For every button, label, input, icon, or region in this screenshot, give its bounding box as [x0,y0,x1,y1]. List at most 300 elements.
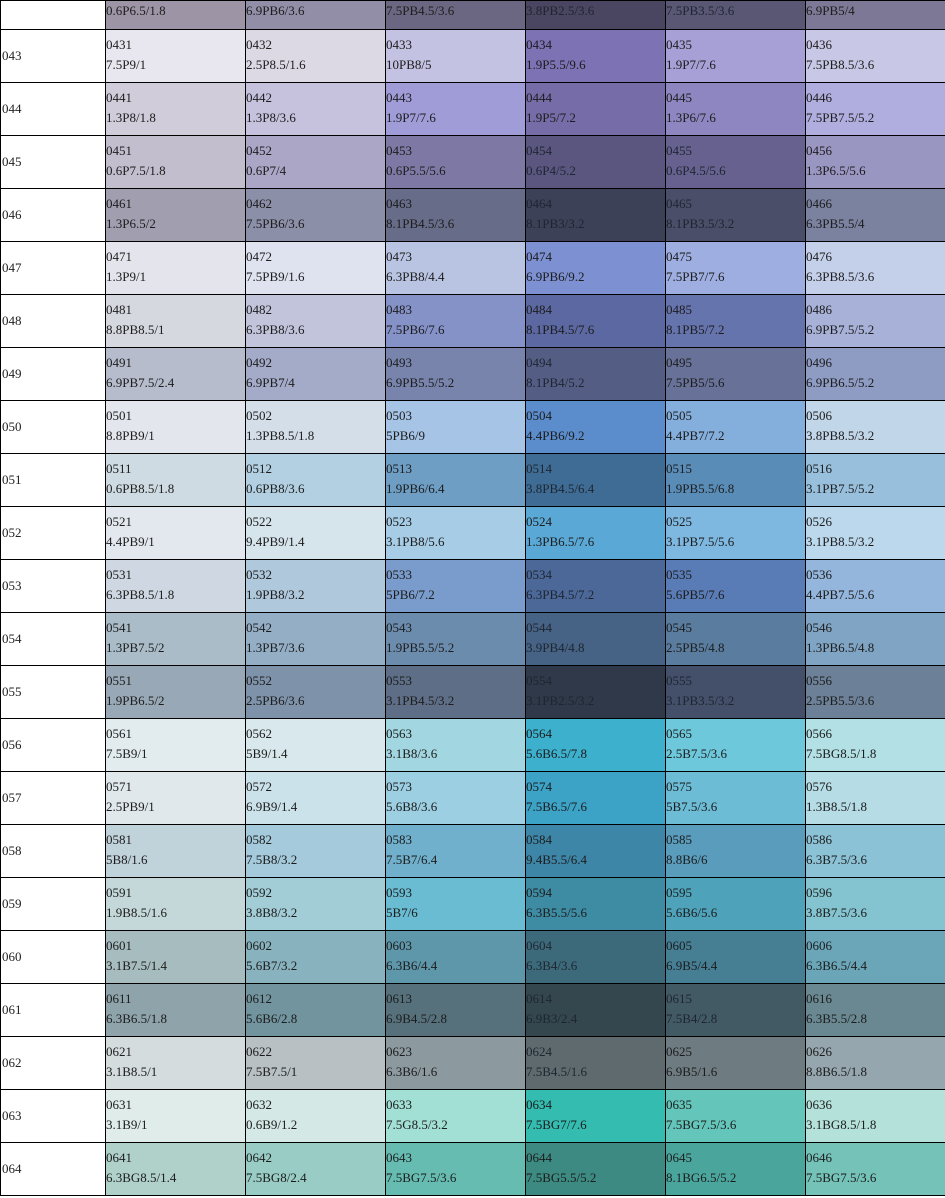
color-swatch-cell [666,189,806,242]
color-swatch-cell [106,454,246,507]
swatch-code: 0444 [526,90,552,105]
row-label: 051 [1,454,106,507]
swatch-notation: 7.5B7.5/1 [246,1064,298,1079]
color-swatch-cell [386,1037,526,1090]
color-swatch-cell [526,560,666,613]
swatch-code: 0502 [246,408,272,423]
swatch-notation: 2.5PB5.5/3.6 [806,693,875,708]
swatch-code: 0434 [526,37,552,52]
table-row [1,295,945,348]
swatch-code: 0496 [806,355,832,370]
color-swatch-cell [106,401,246,454]
color-swatch-cell [246,878,386,931]
swatch-code: 0515 [666,461,692,476]
color-swatch-cell [106,83,246,136]
color-swatch-cell [526,348,666,401]
table-body [1,1,945,1196]
color-swatch-cell [246,1037,386,1090]
table-row [1,931,945,984]
swatch-notation: 2.5P8.5/1.6 [246,57,306,72]
swatch-notation: 1.9P5.5/9.6 [526,57,586,72]
swatch-notation: 8.1PB4/5.2 [526,375,585,390]
swatch-code: 0586 [806,832,832,847]
swatch-notation: 1.9B8.5/1.6 [106,905,168,920]
swatch-notation: 7.5BG7/7.6 [526,1117,587,1132]
swatch-code: 0442 [246,90,272,105]
swatch-notation: 6.3PB4.5/7.2 [526,587,595,602]
swatch-code: 0621 [106,1044,132,1059]
swatch-code: 0522 [246,514,272,529]
swatch-notation: 3.1PB2.5/3.2 [526,693,595,708]
color-swatch-cell [806,931,945,984]
swatch-code: 0544 [526,620,552,635]
swatch-notation: 3.1PB3.5/3.2 [666,693,735,708]
row-label: 046 [1,189,106,242]
swatch-notation: 6.9PB5/4 [806,3,855,18]
color-swatch-cell [806,1090,945,1143]
swatch-code: 0445 [666,90,692,105]
swatch-notation: 6.3PB8/3.6 [246,322,305,337]
swatch-code: 0572 [246,779,272,794]
swatch-notation: 6.3B6/4.4 [386,958,438,973]
color-swatch-cell [666,507,806,560]
color-swatch-cell [106,931,246,984]
color-swatch-cell [246,772,386,825]
swatch-code: 0613 [386,991,412,1006]
swatch-notation: 0.6P7/4 [246,163,287,178]
swatch-notation: 6.9PB7.5/2.4 [106,375,175,390]
row-label: 056 [1,719,106,772]
swatch-code: 0521 [106,514,132,529]
swatch-code: 0633 [386,1097,412,1112]
swatch-notation: 7.5PB4.5/3.6 [386,3,455,18]
swatch-notation: 6.9B9/1.4 [246,799,298,814]
color-swatch-cell [806,30,945,83]
swatch-code: 0432 [246,37,272,52]
swatch-code: 0635 [666,1097,692,1112]
swatch-notation: 6.3B6.5/1.8 [106,1011,168,1026]
swatch-code: 0555 [666,673,692,688]
swatch-notation: 3.1PB8/5.6 [386,534,445,549]
swatch-code: 0626 [806,1044,832,1059]
color-swatch-cell [246,83,386,136]
swatch-notation: 3.8B8/3.2 [246,905,298,920]
color-swatch-cell [526,507,666,560]
swatch-notation: 7.5PB6/3.6 [246,216,305,231]
swatch-code: 0636 [806,1097,832,1112]
swatch-notation: 2.5PB9/1 [106,799,155,814]
swatch-notation: 7.5PB7.5/5.2 [806,110,875,125]
color-swatch-cell [526,772,666,825]
color-swatch-cell [246,666,386,719]
swatch-notation: 8.1PB4.5/3.6 [386,216,455,231]
swatch-notation: 8.8B6.5/1.8 [806,1064,868,1079]
swatch-notation: 8.8B6/6 [666,852,708,867]
row-label: 045 [1,136,106,189]
swatch-code: 0634 [526,1097,552,1112]
table-row [1,507,945,560]
swatch-notation: 7.5BG7.5/3.6 [386,1170,457,1185]
swatch-code: 0474 [526,249,552,264]
swatch-notation: 7.5B9/1 [106,746,148,761]
swatch-notation: 7.5PB6/7.6 [386,322,445,337]
color-swatch-cell [806,454,945,507]
table-row [1,30,945,83]
color-swatch-cell [666,772,806,825]
color-swatch-cell [386,719,526,772]
color-swatch-cell [526,30,666,83]
table-row [1,772,945,825]
color-swatch-cell [386,984,526,1037]
swatch-code: 0493 [386,355,412,370]
color-swatch-cell [246,136,386,189]
color-swatch-cell [806,348,945,401]
row-label: 047 [1,242,106,295]
swatch-code: 0606 [806,938,832,953]
color-swatch-cell [386,825,526,878]
swatch-code: 0504 [526,408,552,423]
swatch-notation: 0.6P4/5.2 [526,163,576,178]
swatch-code: 0645 [666,1150,692,1165]
swatch-notation: 1.3PB7.5/2 [106,640,165,655]
swatch-code: 0603 [386,938,412,953]
swatch-notation: 6.3B5.5/2.8 [806,1011,868,1026]
color-swatch-cell [806,878,945,931]
swatch-notation: 3.8PB2.5/3.6 [526,3,595,18]
swatch-notation: 6.9B5/1.6 [666,1064,718,1079]
swatch-notation: 9.4PB9/1.4 [246,534,305,549]
swatch-code: 0472 [246,249,272,264]
swatch-notation: 6.3PB5.5/4 [806,216,865,231]
swatch-notation: 7.5PB8.5/3.6 [806,57,875,72]
swatch-notation: 6.3B6/1.6 [386,1064,438,1079]
color-swatch-cell [526,83,666,136]
table-row [1,719,945,772]
color-swatch-cell [386,772,526,825]
swatch-code: 0503 [386,408,412,423]
color-swatch-cell [526,1090,666,1143]
swatch-code: 0591 [106,885,132,900]
swatch-notation: 1.9P7/7.6 [386,110,436,125]
swatch-notation: 3.1PB7.5/5.2 [806,481,875,496]
color-swatch-cell [246,242,386,295]
color-swatch-cell [806,984,945,1037]
color-swatch-cell [386,136,526,189]
swatch-code: 0495 [666,355,692,370]
color-swatch-cell [666,295,806,348]
table-row [1,878,945,931]
color-swatch-cell [666,984,806,1037]
row-label: 058 [1,825,106,878]
color-swatch-cell [526,401,666,454]
swatch-code: 0543 [386,620,412,635]
swatch-code: 0483 [386,302,412,317]
swatch-notation: 0.6B9/1.2 [246,1117,298,1132]
color-swatch-cell [666,454,806,507]
color-swatch-cell [526,825,666,878]
swatch-notation: 7.5BG8/2.4 [246,1170,307,1185]
swatch-notation: 6.3B5.5/5.6 [526,905,588,920]
color-swatch-cell [386,454,526,507]
swatch-code: 0542 [246,620,272,635]
swatch-code: 0441 [106,90,132,105]
color-swatch-cell [106,1037,246,1090]
swatch-code: 0552 [246,673,272,688]
color-swatch-cell [386,613,526,666]
swatch-code: 0584 [526,832,552,847]
swatch-notation: 6.9B5/4.4 [666,958,718,973]
color-swatch-cell [526,719,666,772]
color-swatch-cell [386,1143,526,1196]
swatch-code: 0452 [246,143,272,158]
color-swatch-cell [666,719,806,772]
swatch-code: 0436 [806,37,832,52]
swatch-code: 0466 [806,196,832,211]
swatch-code: 0582 [246,832,272,847]
swatch-notation: 7.5B4/2.8 [666,1011,718,1026]
swatch-notation: 8.1PB3/3.2 [526,216,585,231]
color-swatch-cell [806,1037,945,1090]
row-label: 043 [1,30,106,83]
color-swatch-cell [806,401,945,454]
swatch-notation: 8.1PB4.5/7.6 [526,322,595,337]
swatch-notation: 8.1BG6.5/5.2 [666,1170,737,1185]
swatch-code: 0513 [386,461,412,476]
swatch-code: 0573 [386,779,412,794]
color-swatch-cell [106,984,246,1037]
swatch-notation: 5.6B6/2.8 [246,1011,298,1026]
swatch-notation: 0.6P6.5/1.8 [106,3,166,18]
color-swatch-cell [526,189,666,242]
color-swatch-cell [106,189,246,242]
color-swatch-cell [386,507,526,560]
swatch-code: 0554 [526,673,552,688]
swatch-code: 0526 [806,514,832,529]
table-row [1,1090,945,1143]
color-swatch-cell [246,348,386,401]
swatch-code: 0593 [386,885,412,900]
swatch-code: 0464 [526,196,552,211]
row-label: 061 [1,984,106,1037]
color-swatch-cell [526,1143,666,1196]
swatch-notation: 6.3B4/3.6 [526,958,578,973]
swatch-notation: 7.5PB3.5/3.6 [666,3,735,18]
swatch-code: 0485 [666,302,692,317]
swatch-code: 0641 [106,1150,132,1165]
swatch-notation: 3.1BG8.5/1.8 [806,1117,877,1132]
swatch-notation: 3.1B9/1 [106,1117,148,1132]
color-swatch-cell [386,1,526,30]
swatch-code: 0506 [806,408,832,423]
color-swatch-cell [246,984,386,1037]
swatch-notation: 6.9PB5.5/5.2 [386,375,455,390]
swatch-notation: 1.9PB5.5/5.2 [386,640,455,655]
table-row-header [1,1,945,30]
swatch-notation: 5PB6/9 [386,428,426,443]
swatch-notation: 5B7/6 [386,905,418,920]
color-swatch-cell [666,242,806,295]
table-row [1,83,945,136]
color-swatch-cell [386,189,526,242]
swatch-notation: 1.3PB7/3.6 [246,640,305,655]
table-row [1,613,945,666]
swatch-code: 0516 [806,461,832,476]
swatch-notation: 1.3P6/7.6 [666,110,716,125]
table-row [1,560,945,613]
swatch-notation: 8.1PB5/7.2 [666,322,725,337]
color-swatch-cell [666,1037,806,1090]
swatch-code: 0492 [246,355,272,370]
swatch-notation: 1.9PB8/3.2 [246,587,305,602]
row-label [1,1,106,30]
color-swatch-cell [246,1,386,30]
swatch-notation: 1.3PB6.5/4.8 [806,640,875,655]
color-swatch-cell [806,295,945,348]
color-swatch-cell [526,878,666,931]
swatch-code: 0616 [806,991,832,1006]
color-swatch-cell [386,295,526,348]
color-swatch-cell [106,242,246,295]
table-row [1,136,945,189]
swatch-notation: 6.3PB8/4.4 [386,269,445,284]
swatch-notation: 6.3BG8.5/1.4 [106,1170,177,1185]
swatch-code: 0486 [806,302,832,317]
swatch-notation: 3.1PB7.5/5.6 [666,534,735,549]
swatch-code: 0574 [526,779,552,794]
table-row [1,1143,945,1196]
swatch-notation: 7.5P9/1 [106,57,147,72]
color-swatch-cell [106,1143,246,1196]
color-swatch-cell [106,878,246,931]
row-label: 055 [1,666,106,719]
swatch-notation: 3.8PB4.5/6.4 [526,481,595,496]
swatch-notation: 1.9P7/7.6 [666,57,716,72]
color-swatch-cell [246,30,386,83]
swatch-notation: 1.9P5/7.2 [526,110,576,125]
swatch-notation: 7.5B4.5/1.6 [526,1064,588,1079]
swatch-code: 0455 [666,143,692,158]
swatch-notation: 5B7.5/3.6 [666,799,718,814]
swatch-code: 0625 [666,1044,692,1059]
row-label: 048 [1,295,106,348]
swatch-notation: 7.5B8/3.2 [246,852,298,867]
swatch-code: 0615 [666,991,692,1006]
swatch-code: 0622 [246,1044,272,1059]
swatch-code: 0475 [666,249,692,264]
swatch-code: 0501 [106,408,132,423]
color-swatch-cell [806,560,945,613]
swatch-code: 0443 [386,90,412,105]
swatch-code: 0535 [666,567,692,582]
swatch-code: 0563 [386,726,412,741]
row-label: 054 [1,613,106,666]
table-row [1,1037,945,1090]
color-swatch-cell [246,401,386,454]
swatch-code: 0532 [246,567,272,582]
swatch-notation: 0.6PB8/3.6 [246,481,305,496]
row-label: 064 [1,1143,106,1196]
swatch-notation: 2.5PB6/3.6 [246,693,305,708]
table-row [1,984,945,1037]
swatch-notation: 2.5B7.5/3.6 [666,746,728,761]
swatch-code: 0642 [246,1150,272,1165]
swatch-code: 0523 [386,514,412,529]
color-swatch-cell [106,719,246,772]
swatch-code: 0624 [526,1044,552,1059]
color-swatch-cell [246,825,386,878]
swatch-code: 0471 [106,249,132,264]
color-swatch-cell [246,295,386,348]
swatch-notation: 7.5BG8.5/1.8 [806,746,877,761]
swatch-code: 0564 [526,726,552,741]
color-swatch-cell [666,30,806,83]
swatch-code: 0632 [246,1097,272,1112]
swatch-notation: 5B9/1.4 [246,746,288,761]
swatch-code: 0562 [246,726,272,741]
color-swatch-cell [526,295,666,348]
swatch-code: 0631 [106,1097,132,1112]
swatch-code: 0644 [526,1150,552,1165]
swatch-notation: 8.8PB9/1 [106,428,155,443]
swatch-notation: 5PB6/7.2 [386,587,435,602]
color-swatch-cell [386,83,526,136]
swatch-notation: 6.9PB6.5/5.2 [806,375,875,390]
swatch-notation: 5B8/1.6 [106,852,148,867]
swatch-notation: 6.9B4.5/2.8 [386,1011,448,1026]
swatch-notation: 1.3PB8.5/1.8 [246,428,315,443]
swatch-notation: 6.3B7.5/3.6 [806,852,868,867]
swatch-code: 0435 [666,37,692,52]
swatch-code: 0571 [106,779,132,794]
table-row [1,189,945,242]
swatch-code: 0524 [526,514,552,529]
color-swatch-cell [806,189,945,242]
swatch-code: 0514 [526,461,552,476]
color-swatch-cell [246,560,386,613]
swatch-notation: 1.9PB5.5/6.8 [666,481,735,496]
swatch-code: 0453 [386,143,412,158]
swatch-code: 0583 [386,832,412,847]
color-swatch-cell [246,719,386,772]
color-swatch-cell [806,83,945,136]
table-row [1,401,945,454]
swatch-notation: 4.4PB7/7.2 [666,428,725,443]
swatch-notation: 6.3PB8.5/3.6 [806,269,875,284]
swatch-code: 0473 [386,249,412,264]
row-label: 063 [1,1090,106,1143]
swatch-code: 0484 [526,302,552,317]
swatch-notation: 5.6B7/3.2 [246,958,298,973]
color-swatch-cell [246,931,386,984]
swatch-code: 0482 [246,302,272,317]
color-swatch-cell [666,666,806,719]
color-swatch-cell [666,931,806,984]
swatch-code: 0505 [666,408,692,423]
swatch-notation: 1.3P9/1 [106,269,147,284]
swatch-code: 0553 [386,673,412,688]
color-swatch-cell [106,825,246,878]
color-swatch-cell [526,666,666,719]
swatch-code: 0456 [806,143,832,158]
swatch-notation: 5.6PB5/7.6 [666,587,725,602]
swatch-notation: 6.9B3/2.4 [526,1011,578,1026]
swatch-code: 0604 [526,938,552,953]
swatch-notation: 1.3P8/1.8 [106,110,156,125]
swatch-notation: 5.6B6/5.6 [666,905,718,920]
color-swatch-cell [526,931,666,984]
swatch-notation: 8.1PB3.5/3.2 [666,216,735,231]
color-swatch-cell [666,560,806,613]
